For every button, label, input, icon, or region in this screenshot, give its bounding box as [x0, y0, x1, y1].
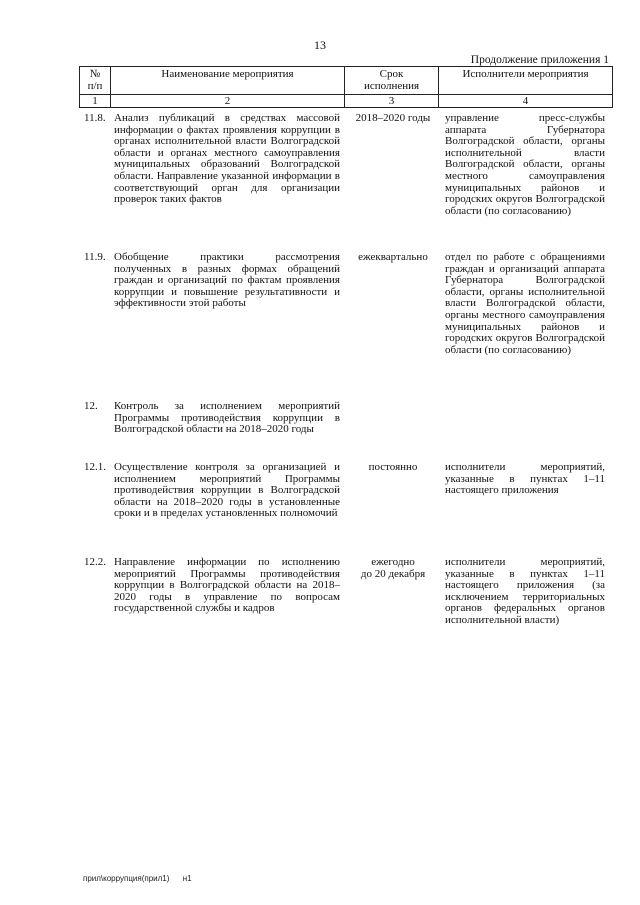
row-executors: управление пресс-службы аппарата Губернатора Волгоградской области, органы исполнительной власти Волгоградской области, органы местного самоуправления муниципальных районов и городских округов Волгоградской области (по согласованию)	[445, 112, 605, 217]
continuation-label: Продолжение приложения 1	[470, 54, 609, 66]
header-index-3: 3	[345, 95, 439, 108]
row-deadline: постоянно	[368, 461, 418, 473]
row-deadline: ежеквартально	[358, 251, 428, 263]
row-executors: исполнители мероприятий, указанные в пунктах 1–11 настоящего приложения	[445, 461, 605, 497]
row-activity: Обобщение практики рассмотрения полученных в разных формах обращений граждан и организаций по фактам проявления коррупции и повышение результативности и эффективности этой работы	[114, 251, 340, 310]
header-name: Наименование мероприятия	[111, 67, 345, 95]
header-index-1: 1	[80, 95, 111, 108]
row-number: 12.1.	[84, 461, 106, 473]
row-number: 12.	[84, 400, 98, 412]
header-term: Срок исполнения	[345, 67, 439, 95]
header-exec: Исполнители мероприятия	[439, 67, 613, 95]
row-executors: отдел по работе с обращениями граждан и организаций аппарата Губернатора Волгоградской области, органы исполнительной власти Волгоградской области, органы местного самоуправления муниципальных районов и городских округов Волгоградской области (по согласованию)	[445, 251, 605, 356]
row-number: 11.8.	[84, 112, 106, 124]
row-number: 11.9.	[84, 251, 106, 263]
page-number: 13	[314, 38, 326, 52]
header-index-2: 2	[111, 95, 345, 108]
row-executors: исполнители мероприятий, указанные в пунктах 1–11 настоящего приложения (за исключением территориальных органов федеральных органов исполнительной власти)	[445, 556, 605, 626]
footer-file-reference: прил\коррупция(прил1) н1	[83, 874, 192, 883]
row-activity: Осуществление контроля за организацией и исполнением мероприятий Программы противодействия коррупции в Волгоградской области на 2018–2020 годы в установленные сроки и в пределах установленных полномочий	[114, 461, 340, 520]
row-activity: Направление информации по исполнению мероприятий Программы противодействия коррупции в Волгоградской области на 2018–2020 годы в управление по вопросам государственной службы и кадров	[114, 556, 340, 615]
row-number: 12.2.	[84, 556, 106, 568]
row-activity: Анализ публикаций в средствах массовой информации о фактах проявления коррупции в органах исполнительной власти Волгоградской области и органах местного самоуправления муниципальных образований Волгоградской области. Направление указанной информации в соответствующий орган для организации проверок таких фактов	[114, 112, 340, 206]
header-index-4: 4	[439, 95, 613, 108]
row-deadline: ежегодно до 20 декабря	[360, 556, 426, 580]
row-activity: Контроль за исполнением мероприятий Программы противодействия коррупции в Волгоградской области на 2018–2020 годы	[114, 400, 340, 436]
row-deadline: 2018–2020 годы	[355, 112, 431, 124]
header-num: № п/п	[80, 67, 111, 95]
